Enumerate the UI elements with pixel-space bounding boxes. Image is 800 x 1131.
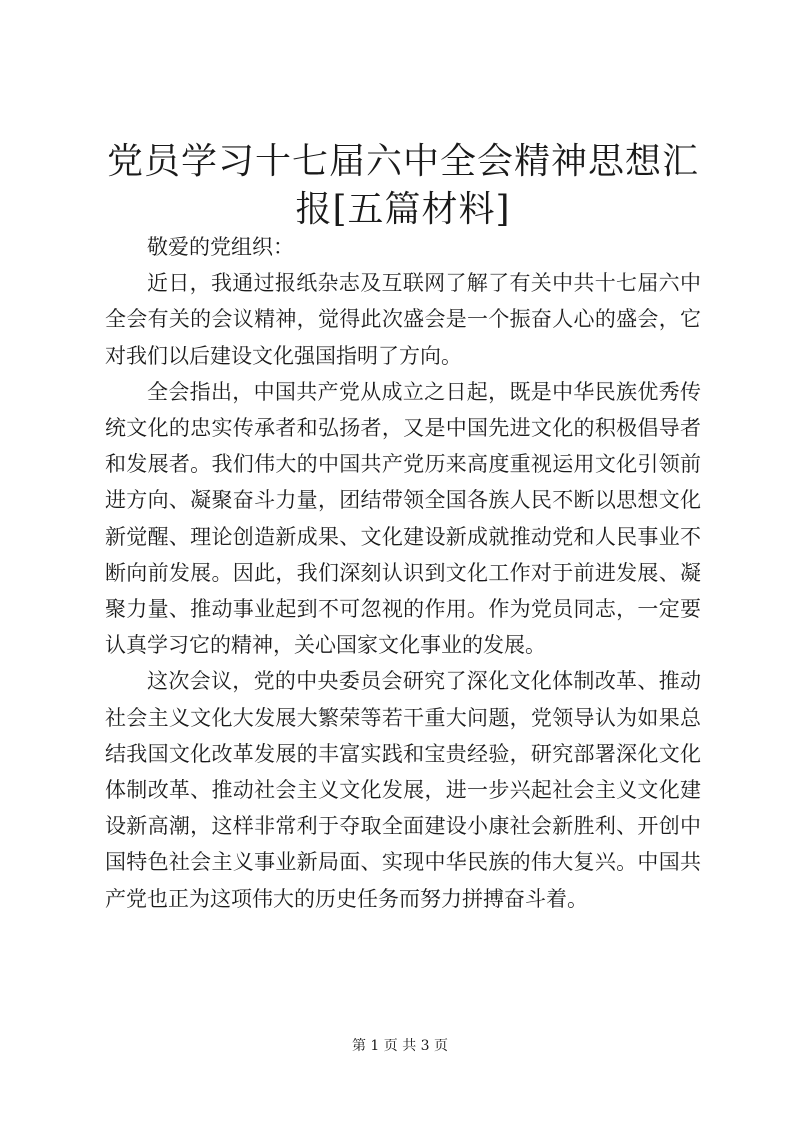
page-footer: 第 1 页 共 3 页: [351, 1038, 449, 1054]
paragraph-2: 全会指出，中国共产党从成立之日起，既是中华民族优秀传统文化的忠实传承者和弘扬者，又是中国先进文化的积极倡导者和发展者。我们伟大的中国共产党历来高度重视运用文化引领前进方向、凝聚奋斗力量，团结带领全国各族人民不断以思想文化新觉醒、理论创造新成果、文化建设新成就推动党和人民事业不断向前发展。因此，我们深刻认识到文化工作对于前进发展、凝聚力量、推动事业起到不可忽视的作用。作为党员同志，一定要认真学习它的精神，关心国家文化事业的发展。: [105, 379, 701, 658]
document-title: 党员学习十七届六中全会精神思想汇报[五篇材料]: [106, 141, 699, 230]
paragraph-1: 近日，我通过报纸杂志及互联网了解了有关中共十七届六中全会有关的会议精神，觉得此次盛会是一个振奋人心的盛会，它对我们以后建设文化强国指明了方向。: [105, 271, 701, 368]
document-body: [105, 229, 701, 917]
salutation: 敬爱的党组织：: [147, 235, 294, 259]
paragraph-3: 这次会议，党的中央委员会研究了深化文化体制改革、推动社会主义文化大发展大繁荣等若干重大问题，党领导认为如果总结我国文化改革发展的丰富实践和宝贵经验，研究部署深化文化体制改革、推动社会主义文化发展，进一步兴起社会主义文化建设新高潮，这样非常利于夺取全面建设小康社会新胜利、开创中国特色社会主义事业新局面、实现中华民族的伟大复兴。中国共产党也正为这项伟大的历史任务而努力拼搏奋斗着。: [105, 669, 701, 911]
